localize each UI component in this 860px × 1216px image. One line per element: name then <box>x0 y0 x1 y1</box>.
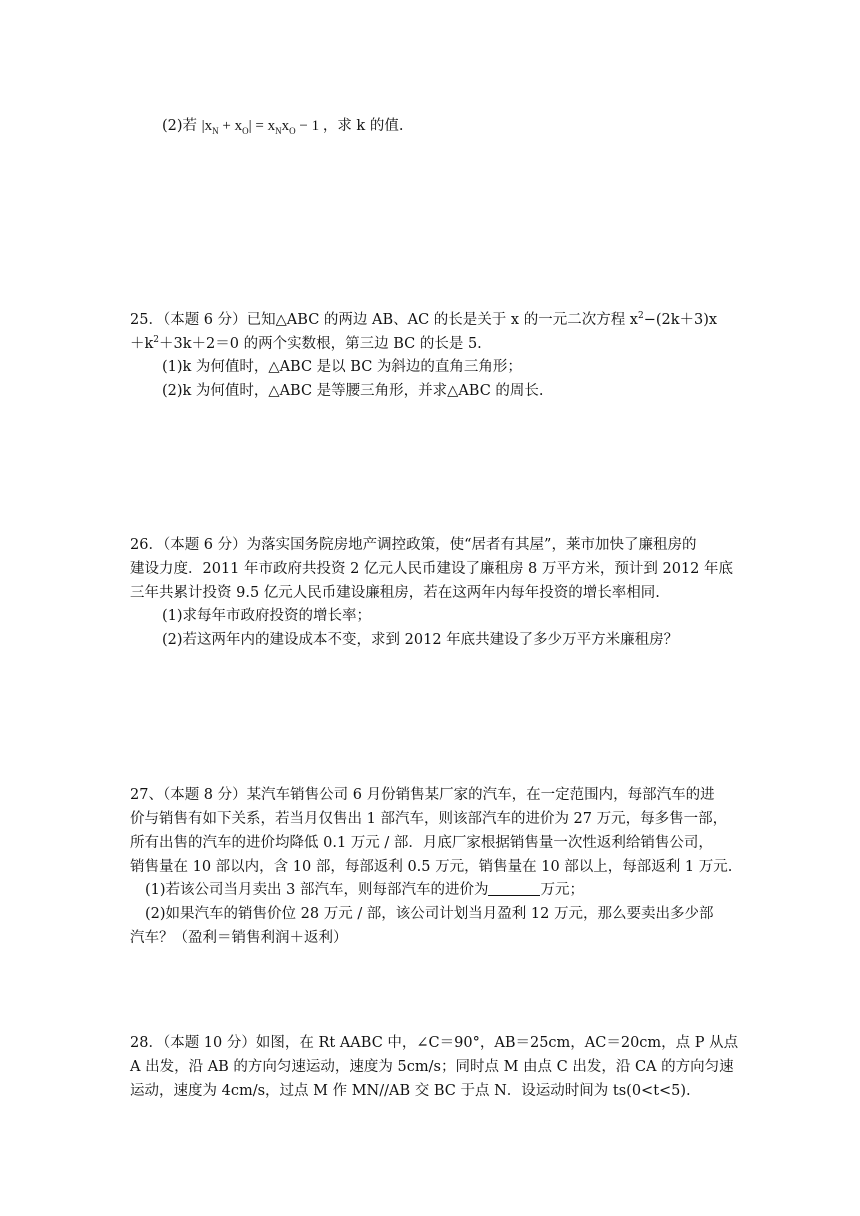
q25-line2-text: ＋k <box>130 336 154 352</box>
formula-sub-o: O <box>242 126 249 136</box>
formula-minus: − 1 <box>295 118 320 134</box>
q25-part2: (2)k 为何值时，△ABC 是等腰三角形，并求△ABC 的周长. <box>162 383 544 399</box>
q26-line1: 26．（本题 6 分）为落实国务院房地产调控政策，使“居者有其屋”，莱市加快了廉租房的 <box>130 537 697 553</box>
q25-line1-text: 25．（本题 6 分）已知△ABC 的两边 AB、AC 的长是关于 x 的一元二次方程 x <box>130 312 638 328</box>
q24-formula <box>202 118 323 134</box>
formula-plus: + x <box>218 118 243 134</box>
q27-line2: 价与销售有如下关系，若当月仅售出 1 部汽车，则该部汽车的进价为 27 万元，每多售一部， <box>130 811 728 827</box>
q27-line3: 所有出售的汽车的进价均降低 0.1 万元 / 部．月底厂家根据销售量一次性返利给销售公司， <box>130 835 713 851</box>
formula-rhs: | = x <box>248 118 276 134</box>
q25-line1-text-b: −(2k＋3)x <box>643 312 718 328</box>
q27-part1-text: (1)若该公司当月卖出 3 部汽车，则每部汽车的进价为 <box>145 882 489 898</box>
q27-line4: 销售量在 10 部以内，含 10 部，每部返利 0.5 万元，销售量在 10 部以上，每部返利 1 万元. <box>130 859 733 875</box>
q27-part2a: (2)如果汽车的销售价位 28 万元 / 部，该公司计划当月盈利 12 万元，那么要卖出多少部 <box>145 906 714 922</box>
q26-line2: 建设力度．2011 年市政府共投资 2 亿元人民币建设了廉租房 8 万平方米，预计到 2012 年底 <box>130 561 734 577</box>
formula-sub-n2: N <box>275 126 282 136</box>
formula-x2: x <box>281 118 290 134</box>
q27-part2b: 汽车？（盈利＝销售利润＋返利） <box>130 930 348 946</box>
q25-line2 <box>130 334 482 354</box>
q25-line2-text-b: ＋3k＋2＝0 的两个实数根，第三边 BC 的长是 5. <box>159 336 482 352</box>
q27-part1-unit: 万元； <box>540 882 584 898</box>
q24-part2-prefix: (2)若 <box>162 118 198 134</box>
q27-line1: 27、（本题 8 分）某汽车销售公司 6 月份销售某厂家的汽车，在一定范围内，每部汽车的进 <box>130 787 715 803</box>
q25-line1-sup: 2 <box>638 311 644 322</box>
q24-part2-suffix: ，求 k 的值. <box>322 118 404 134</box>
formula-abs-open: |x <box>201 118 213 134</box>
q25-part1: (1)k 为何值时，△ABC 是以 BC 为斜边的直角三角形； <box>162 359 522 375</box>
q27-part1 <box>145 880 584 900</box>
answer-blank[interactable] <box>488 881 540 896</box>
formula-sub-n: N <box>212 126 219 136</box>
q28-line3: 运动，速度为 4cm/s，过点 M 作 MN//AB 交 BC 于点 N．设运动时间为 ts(0<t<5). <box>130 1083 691 1099</box>
q26-line3: 三年共累计投资 9.5 亿元人民币建设廉租房，若在这两年内每年投资的增长率相同. <box>130 585 660 601</box>
q26-part1: (1)求每年市政府投资的增长率； <box>162 608 372 624</box>
q25-line2-sup: 2 <box>153 335 160 346</box>
q28-line1: 28．（本题 10 分）如图，在 Rt AABC 中，∠C＝90°，AB＝25cm，AC＝20cm，点 P 从点 <box>130 1035 739 1051</box>
q28-line2: A 出发，沿 AB 的方向匀速运动，速度为 5cm/s；同时点 M 由点 C 出发，沿 CA 的方向匀速 <box>130 1059 734 1075</box>
q26-part2: (2)若这两年内的建设成本不变，求到 2012 年底共建设了多少万平方米廉租房？ <box>162 632 679 648</box>
q25-line1 <box>130 310 717 330</box>
q24-part2 <box>162 116 403 136</box>
formula-sub-o2: O <box>289 126 296 136</box>
